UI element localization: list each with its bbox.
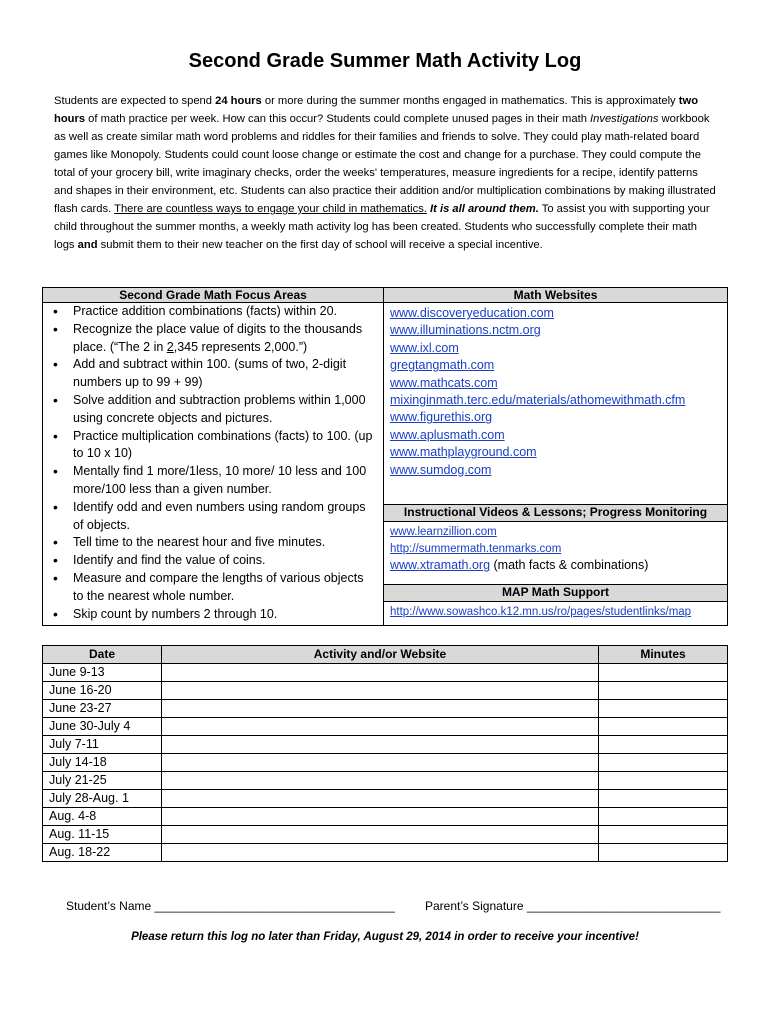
log-date: July 14-18 — [43, 754, 162, 772]
math-websites-header: Math Websites — [384, 288, 728, 303]
focus-item: • Add and subtract within 100. (sums of two, 2-digit numbers up to 99 + 99) — [49, 356, 377, 392]
focus-item: • Mentally find 1 more/1less, 10 more/ 10 less and 100 more/100 less than a given number. — [49, 463, 377, 499]
website-link-ixl[interactable]: www.ixl.com — [390, 340, 459, 355]
videos-cell — [384, 522, 728, 585]
math-websites-cell — [384, 303, 728, 505]
log-activity-cell[interactable] — [162, 736, 599, 754]
focus-item: • Tell time to the nearest hour and five minutes. — [49, 534, 377, 552]
log-activity-cell[interactable] — [162, 664, 599, 682]
focus-item: • Skip count by numbers 2 through 10. — [49, 606, 377, 624]
log-row — [43, 664, 728, 682]
log-row — [43, 826, 728, 844]
log-minutes-cell[interactable] — [599, 736, 728, 754]
activity-log-table — [42, 645, 728, 862]
log-date: June 30-July 4 — [43, 718, 162, 736]
log-date: July 28-Aug. 1 — [43, 790, 162, 808]
website-link-sumdog[interactable]: www.sumdog.com — [390, 462, 492, 477]
log-minutes-cell[interactable] — [599, 718, 728, 736]
page-title: Second Grade Summer Math Activity Log — [188, 50, 582, 72]
intro-paragraph: Students are expected to spend 24 hours or more during the summer months engaged in mathematics. This is approximately two hours of math practice per week. How can this occur? Students could complete unused pages in their math Investigations workbook as well as create similar math word problems and riddles for their families and friends to solve. They could play math-related board games like Monopoly. Students could count loose change or estimate the cost and change for a purchase. They could compute the total of your grocery bill, write imaginary checks, order the weeks' temperatures, measure ingredients for a recipe, identify patterns and shapes in their environment, etc. Students can also practice their addition and/or multiplication combinations by making illustrated flash cards. There are countless ways to engage your child in mathematics. It is all around them. To assist you with supporting your child throughout the summer months, a weekly math activity log has been created. Students who successfully complete their math logs and submit them to their new teacher on the first day of school will receive a special incentive. — [54, 95, 716, 251]
focus-item: • Solve addition and subtraction problems within 1,000 using concrete objects and pictures. — [49, 392, 377, 428]
video-link-xtramath[interactable]: www.xtramath.org — [390, 558, 491, 573]
log-activity-cell[interactable] — [162, 772, 599, 790]
log-header-date: Date — [43, 646, 162, 664]
log-minutes-cell[interactable] — [599, 808, 728, 826]
video-link-learnzillion[interactable]: www.learnzillion.com — [390, 526, 497, 539]
website-link-gregtangmath[interactable]: gregtangmath.com — [390, 358, 495, 373]
log-header-activity: Activity and/or Website — [162, 646, 599, 664]
log-activity-cell[interactable] — [162, 790, 599, 808]
map-support-cell — [384, 602, 728, 626]
log-date: Aug. 4-8 — [43, 808, 162, 826]
website-link-aplusmath[interactable]: www.aplusmath.com — [390, 427, 505, 442]
focus-item: • Identify odd and even numbers using random groups of objects. — [49, 499, 377, 535]
return-notice: Please return this log no later than Friday, August 29, 2014 in order to receive your incentive! — [131, 931, 639, 943]
xtramath-note: (math facts & combinations) — [490, 558, 649, 573]
log-minutes-cell[interactable] — [599, 790, 728, 808]
log-minutes-cell[interactable] — [599, 664, 728, 682]
log-header-minutes: Minutes — [599, 646, 728, 664]
log-date: June 23-27 — [43, 700, 162, 718]
map-support-link[interactable]: http://www.sowashco.k12.mn.us/ro/pages/studentlinks/map — [390, 606, 692, 618]
log-row — [43, 682, 728, 700]
log-activity-cell[interactable] — [162, 700, 599, 718]
log-date: June 9-13 — [43, 664, 162, 682]
log-minutes-cell[interactable] — [599, 826, 728, 844]
log-minutes-cell[interactable] — [599, 844, 728, 862]
website-link-figurethis[interactable]: www.figurethis.org — [390, 410, 493, 425]
focus-item: • Identify and find the value of coins. — [49, 552, 377, 570]
website-link-mixinginmath[interactable]: mixinginmath.terc.edu/materials/athomewithmath.cfm — [390, 393, 686, 408]
log-date: Aug. 11-15 — [43, 826, 162, 844]
map-support-header: MAP Math Support — [384, 585, 728, 602]
focus-item: • Measure and compare the lengths of various objects to the nearest whole number. — [49, 570, 377, 606]
video-link-xtramath-row — [390, 557, 721, 574]
website-link-mathcats[interactable]: www.mathcats.com — [390, 375, 498, 390]
focus-websites-table — [42, 287, 728, 626]
log-row — [43, 844, 728, 862]
log-row — [43, 808, 728, 826]
student-name-field[interactable]: Student’s Name ____________________________________ — [66, 899, 395, 913]
focus-areas-header: Second Grade Math Focus Areas — [43, 288, 384, 303]
log-activity-cell[interactable] — [162, 808, 599, 826]
focus-areas-list — [43, 303, 383, 625]
log-activity-cell[interactable] — [162, 754, 599, 772]
log-activity-cell[interactable] — [162, 682, 599, 700]
log-row — [43, 700, 728, 718]
log-activity-cell[interactable] — [162, 844, 599, 862]
log-row — [43, 790, 728, 808]
focus-item: • Recognize the place value of digits to the thousands place. (“The 2 in 2,345 represents 2,000.”) — [49, 321, 377, 357]
log-row — [43, 772, 728, 790]
log-date: June 16-20 — [43, 682, 162, 700]
log-row — [43, 754, 728, 772]
log-date: July 7-11 — [43, 736, 162, 754]
videos-header: Instructional Videos & Lessons; Progress Monitoring — [384, 505, 728, 522]
website-link-mathplayground[interactable]: www.mathplayground.com — [390, 445, 537, 460]
focus-item: • Practice addition combinations (facts) within 20. — [49, 303, 377, 321]
website-link-discoveryeducation[interactable]: www.discoveryeducation.com — [390, 306, 554, 320]
focus-areas-cell — [43, 303, 384, 626]
log-minutes-cell[interactable] — [599, 754, 728, 772]
log-date: July 21-25 — [43, 772, 162, 790]
log-row — [43, 736, 728, 754]
log-row — [43, 718, 728, 736]
parent-signature-field[interactable]: Parent’s Signature _____________________________ — [425, 899, 721, 913]
focus-item: • Practice multiplication combinations (facts) to 100. (up to 10 x 10) — [49, 428, 377, 464]
log-minutes-cell[interactable] — [599, 772, 728, 790]
video-link-tenmarks[interactable]: http://summermath.tenmarks.com — [390, 542, 562, 555]
log-activity-cell[interactable] — [162, 826, 599, 844]
log-date: Aug. 18-22 — [43, 844, 162, 862]
log-minutes-cell[interactable] — [599, 682, 728, 700]
log-minutes-cell[interactable] — [599, 700, 728, 718]
website-link-illuminations[interactable]: www.illuminations.nctm.org — [390, 323, 541, 338]
log-activity-cell[interactable] — [162, 718, 599, 736]
